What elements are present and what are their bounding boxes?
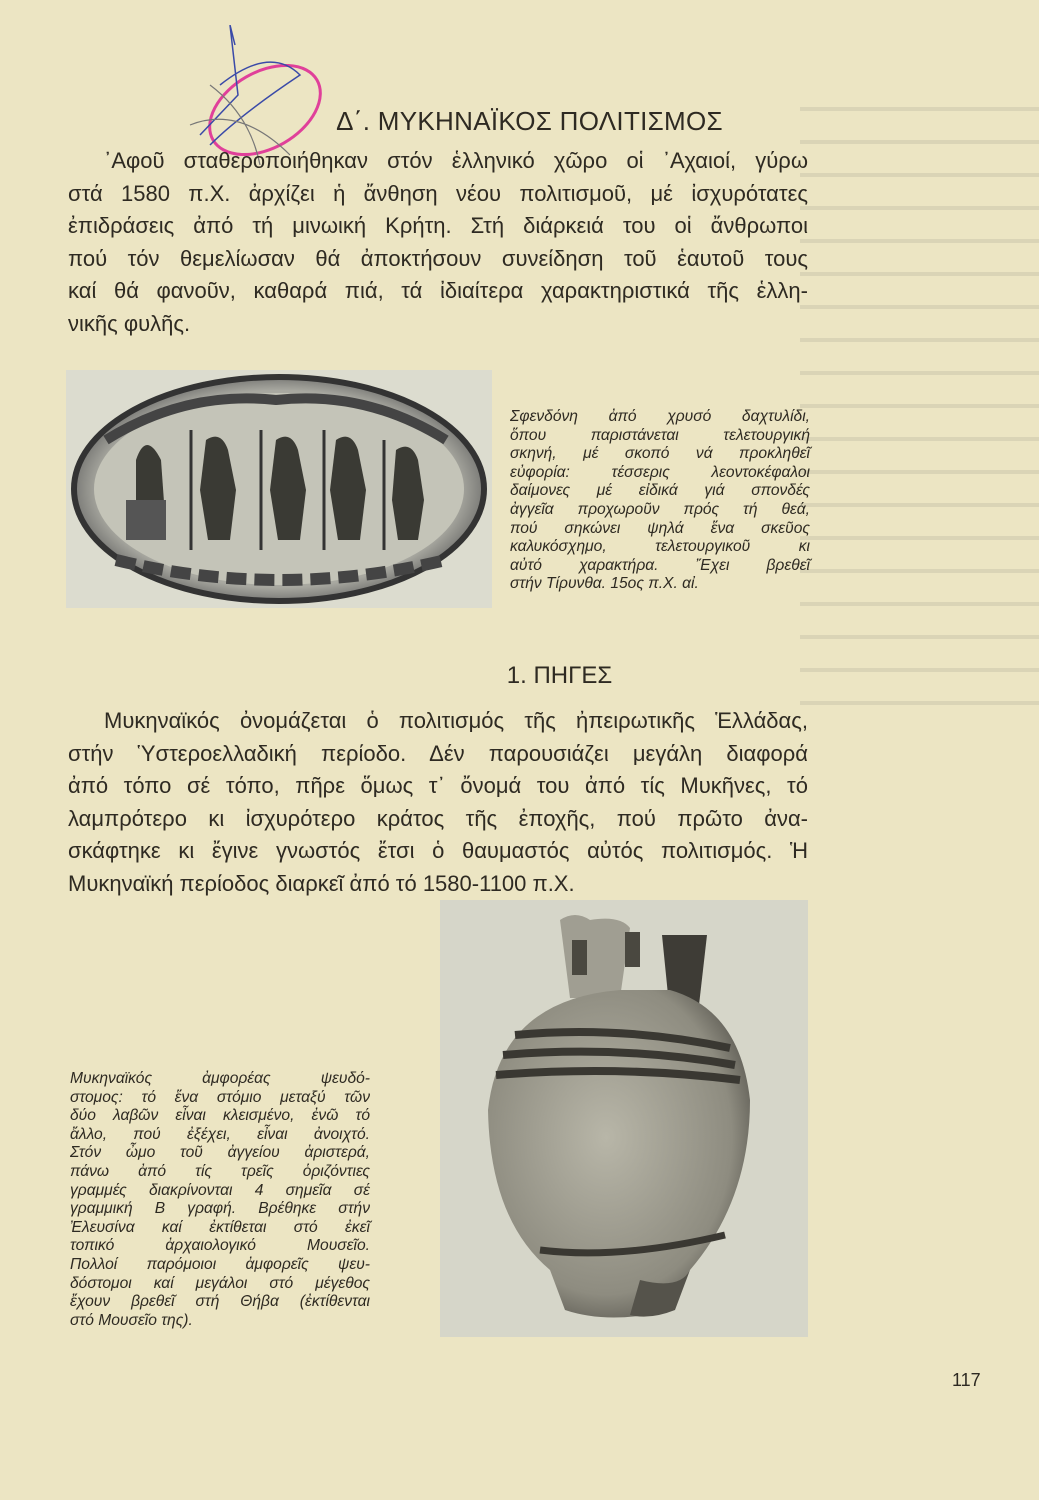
text-line: ᾿Αφοῦ σταθεροποιήθηκαν στόν ἑλληνικό χῶρο οἱ ᾿Αχαιοί, γύρω bbox=[104, 148, 808, 173]
caption-line: Στόν ὦμο τοῦ ἀγγείου ἀριστερά, bbox=[70, 1144, 370, 1162]
caption-line: αὐτό χαρακτήρα. Ἔχει βρεθεῖ bbox=[510, 556, 810, 574]
caption-line: στήν Τίρυνθα. 15ος π.Χ. αἰ. bbox=[510, 575, 699, 593]
bleed-through-text bbox=[800, 85, 1039, 725]
text-line: Μυκηναϊκή περίοδος διαρκεῖ ἀπό τό 1580-1100 π.Χ. bbox=[68, 870, 575, 896]
caption-line: πάνω ἀπό τίς τρεῖς ὁριζόντιες bbox=[70, 1162, 370, 1180]
text-line: σκάφτηκε κι ἔγινε γνωστός ἔτσι ὁ θαυμαστός αὐτός πολιτισμός. Ἡ bbox=[68, 838, 808, 864]
section-heading: 1. ΠΗΓΕΣ bbox=[506, 662, 613, 689]
caption-line: ἀγγεῖα προχωροῦν πρός τή θεά, bbox=[510, 500, 810, 518]
text-line: πού τόν θεμελίωσαν θά ἀποκτήσουν συνείδηση τοῦ ἑαυτοῦ τους bbox=[68, 245, 808, 271]
caption-line: ἔχουν βρεθεῖ στή Θήβα (ἐκτίθενται bbox=[70, 1293, 370, 1311]
ring-caption bbox=[510, 408, 810, 594]
text-line: νικῆς φυλῆς. bbox=[68, 310, 191, 336]
caption-line: δαίμονες μέ εἰδικά γιά σπονδές bbox=[510, 482, 810, 500]
text-line: καί θά φανοῦν, καθαρά πιά, τά ἰδιαίτερα χαρακτηριστικά τῆς ἑλλη- bbox=[68, 278, 808, 304]
caption-line: Σφενδόνη ἀπό χρυσό δαχτυλίδι, bbox=[510, 408, 810, 425]
page-number: 117 bbox=[952, 1370, 981, 1390]
text-line: ἐπιδράσεις ἀπό τή μινωική Κρήτη. Στή διάρκειά του οἱ ἄνθρωποι bbox=[68, 213, 808, 239]
caption-line: Πολλοί παρόμοιοι ἀμφορεῖς ψευ- bbox=[70, 1255, 370, 1273]
caption-line: ὅπου παριστάνεται τελετουργική bbox=[510, 426, 810, 444]
amphora-caption bbox=[70, 1070, 370, 1330]
caption-line: τοπικό ἀρχαιολογικό Μουσεῖο. bbox=[70, 1237, 370, 1255]
caption-line: Ἐλευσίνα καί ἐκτίθεται στό ἐκεῖ bbox=[70, 1218, 370, 1236]
caption-line: δύο λαβῶν εἶναι κλεισμένο, ἐνῶ τό bbox=[70, 1107, 370, 1125]
text-line: Μυκηναϊκός ὀνομάζεται ὁ πολιτισμός τῆς ἠπειρωτικῆς Ἑλλάδας, bbox=[104, 708, 808, 733]
caption-line: στό Μουσεῖο της). bbox=[70, 1311, 193, 1329]
caption-line: καλυκόσχημο, τελετουργικοῦ κι bbox=[510, 538, 810, 556]
caption-line: γραμμική Β γραφή. Βρέθηκε στήν bbox=[70, 1200, 370, 1218]
caption-line: δόστομοι καί μεγάλοι στό μέγεθος bbox=[70, 1274, 370, 1292]
intro-paragraph bbox=[68, 145, 808, 341]
text-line: ἀπό τόπο σέ τόπο, πῆρε ὅμως τ᾿ ὄνομά του ἀπό τίς Μυκῆνες, τό bbox=[68, 773, 808, 799]
caption-line: Μυκηναϊκός ἀμφορέας ψευδό- bbox=[70, 1070, 370, 1087]
sources-paragraph bbox=[68, 705, 808, 901]
caption-line: σκηνή, μέ σκοπό νά προκληθεῖ bbox=[510, 445, 810, 463]
text-line: στήν Ὑστεροελλαδική περίοδο. Δέν παρουσιάζει μεγάλη διαφορά bbox=[68, 740, 808, 766]
caption-line: στομος: τό ἕνα στόμιο μεταξύ τῶν bbox=[70, 1088, 370, 1106]
gold-ring-bezel-photo bbox=[66, 370, 492, 608]
amphora-photo bbox=[440, 900, 808, 1337]
chapter-title: Δ΄. ΜΥΚΗΝΑΪΚΟΣ ΠΟΛΙΤΙΣΜΟΣ bbox=[336, 106, 723, 136]
caption-line: πού σηκώνει ψηλά ἕνα σκεῦος bbox=[510, 519, 810, 537]
caption-line: ἄλλο, πού ἐξέχει, εἶναι ἀνοιχτό. bbox=[70, 1125, 370, 1143]
text-line: στά 1580 π.Χ. ἀρχίζει ἡ ἄνθηση νέου πολιτισμοῦ, μέ ἰσχυρότατες bbox=[68, 180, 808, 206]
text-line: λαμπρότερο κι ἰσχυρότερο κράτος τῆς ἐποχῆς, πού πρῶτο ἀνα- bbox=[68, 805, 808, 831]
caption-line: εὐφορία: τέσσερις λεοντοκέφαλοι bbox=[510, 463, 810, 481]
caption-line: γραμμές διακρίνονται 4 σημεῖα σέ bbox=[70, 1181, 370, 1199]
pen-annotation bbox=[180, 25, 330, 165]
